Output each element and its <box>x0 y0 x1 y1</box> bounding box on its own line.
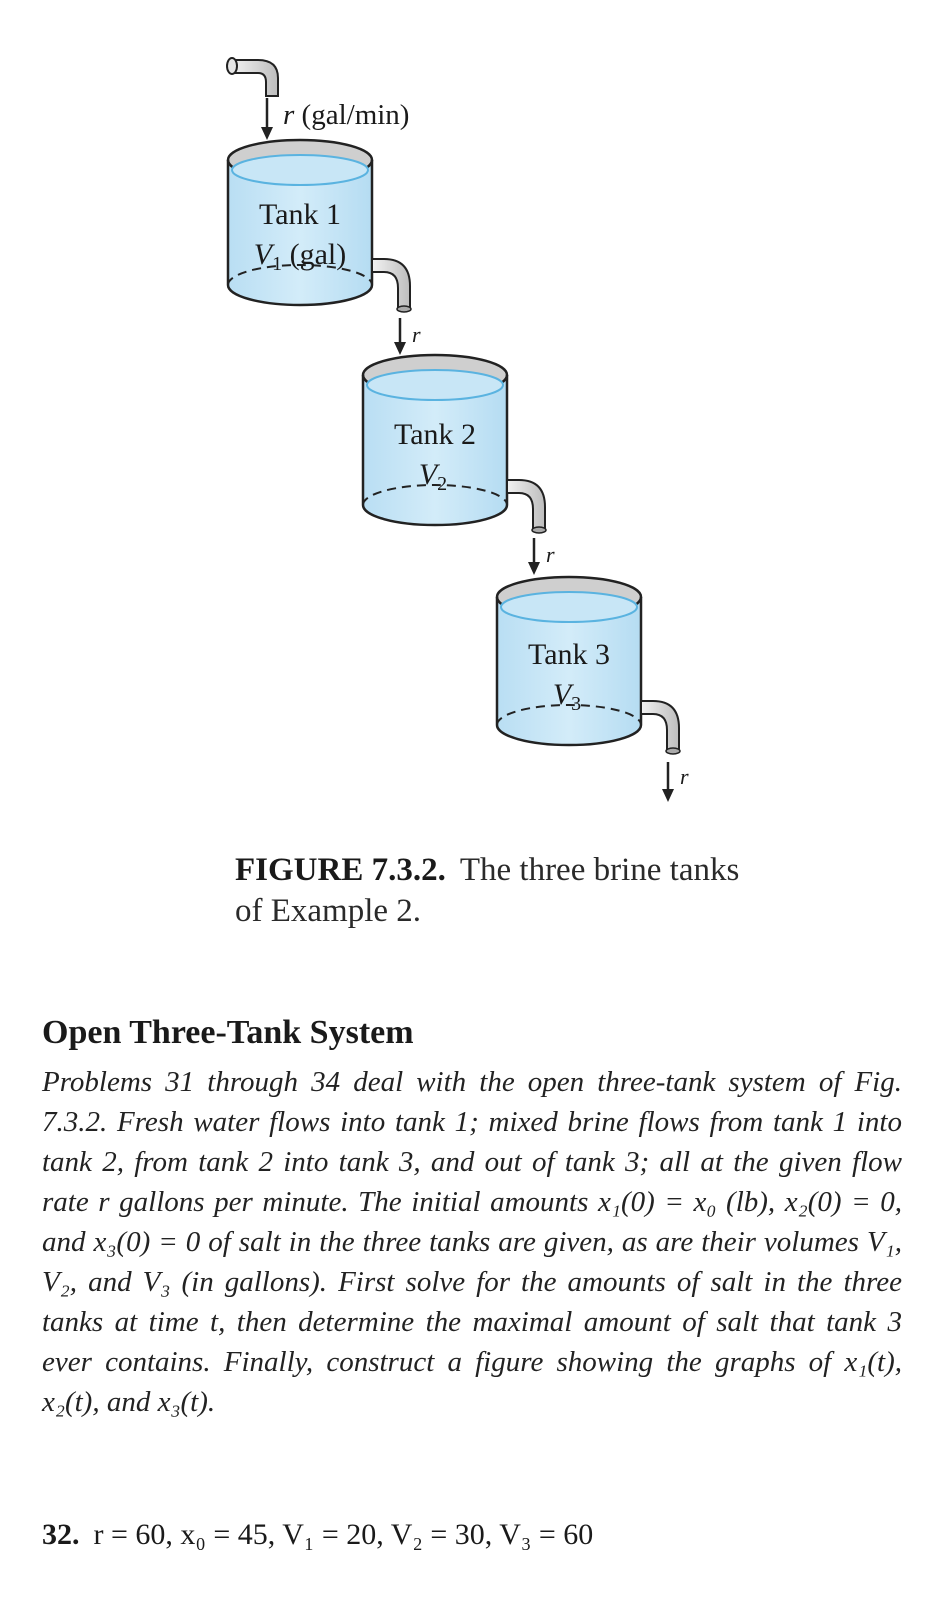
tank-2-name: Tank 2 <box>393 418 477 451</box>
section-title: Open Three-Tank System <box>42 1014 414 1051</box>
outlet-pipe-3 <box>641 701 680 754</box>
flow-label-3: r <box>680 764 689 789</box>
problem-text: r = 60, x₀ = 45, V₁ = 20, V₂ = 30, V₃ = 60 <box>93 1518 594 1551</box>
tank-2-volume: $V_2$ <box>418 458 448 495</box>
section-body: Problems 31 through 34 deal with the open three-tank system of Fig. 7.3.2. Fresh water flows into tank 1; mixed brine flows from tank 1 into tank 2, from tank 2 into tank 3, and out of tank 3; all at the given flow rate r gallons per minute. The initial amounts x₁(0) = x₀ (lb), x₂(0) = 0, and x₃(0) = 0 of salt in the three tanks are given, as are their volumes V₁, V₂, and V₃ (in gallons). First solve for the amounts of salt in the three tanks at time t, then determine the maximal amount of salt that tank 3 ever contains. Finally, construct a figure showing the graphs of x₁(t), x₂(t), and x₃(t). <box>42 1066 902 1418</box>
flow-label-2: r <box>546 542 555 567</box>
tank-3-volume: $V_3$ <box>552 678 582 715</box>
outlet-pipe-2 <box>507 480 546 533</box>
flow-arrow-1 <box>394 318 406 355</box>
figure-label: FIGURE 7.3.2. <box>235 852 446 888</box>
problem-number: 32. <box>42 1518 80 1551</box>
tank-1-volume: $V_1$ (gal) <box>253 238 347 275</box>
flow-arrow-2 <box>528 538 540 575</box>
tank-3-name: Tank 3 <box>527 638 611 671</box>
outlet-pipe-1 <box>372 259 411 312</box>
tank-1-name: Tank 1 <box>258 198 342 231</box>
inflow-arrow <box>261 98 273 140</box>
figure-caption-text: The three brine tanks of Example 2. <box>235 852 740 929</box>
problem-32 <box>42 1518 593 1552</box>
flow-label-1: r <box>412 322 421 347</box>
flow-arrow-3 <box>662 762 674 802</box>
figure-caption <box>235 850 755 932</box>
inlet-pipe <box>227 58 278 96</box>
inflow-label: r (gal/min) <box>283 99 410 131</box>
